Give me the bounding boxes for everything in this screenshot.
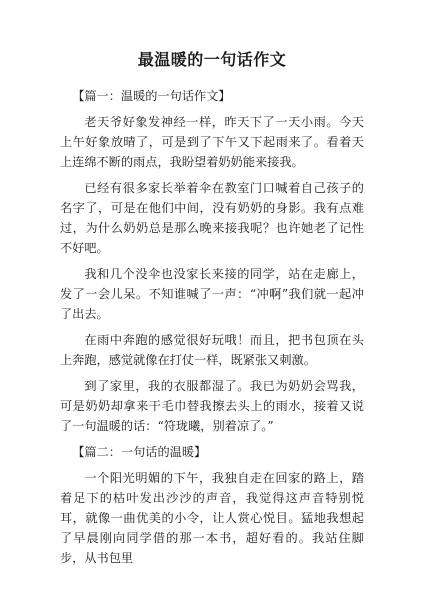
section-heading-2: 【篇二：一句话的温暖】	[72, 445, 207, 459]
document-title: 最温暖的一句话作文	[137, 50, 287, 69]
document-body	[60, 86, 364, 568]
section-heading-1: 【篇一：温暖的一句话作文】	[72, 89, 231, 103]
paragraph: 已经有很多家长举着伞在教室门口喊着自己孩子的名字了，可是在他们中间，没有奶奶的身影。我有点难过，为什么奶奶总是那么晚来接我呢？也许她老了记性不好吧。	[60, 181, 364, 255]
paragraph: 到了家里，我的衣服都湿了。我已为奶奶会骂我，可是奶奶却拿来干毛巾替我擦去头上的雨水，接着又说了一句温暖的话：“符珑曦，别着凉了。”	[60, 379, 364, 433]
paragraph: 一个阳光明媚的下午，我独自走在回家的路上，踏着足下的枯叶发出沙沙的声音，我觉得这声音特别悦耳，就像一曲优美的小令，让人赏心悦目。猛地我想起了早晨刚向同学借的那一本书，超好看的。我站住脚步，从书包里	[60, 471, 364, 565]
paragraph: 我和几个没伞也没家长来接的同学，站在走廊上，发了一会儿呆。不知谁喊了一声：“冲啊”我们就一起冲了出去。	[60, 267, 364, 321]
paragraph: 老天爷好象发神经一样，昨天下了一天小雨。今天上午好象放晴了，可是到了下午又下起雨来了。看着天上连绵不断的雨点，我盼望着奶奶能来接我。	[60, 115, 364, 169]
paragraph: 在雨中奔跑的感觉很好玩哦！而且，把书包顶在头上奔跑，感觉就像在打仗一样，既紧张又刺激。	[60, 333, 364, 367]
